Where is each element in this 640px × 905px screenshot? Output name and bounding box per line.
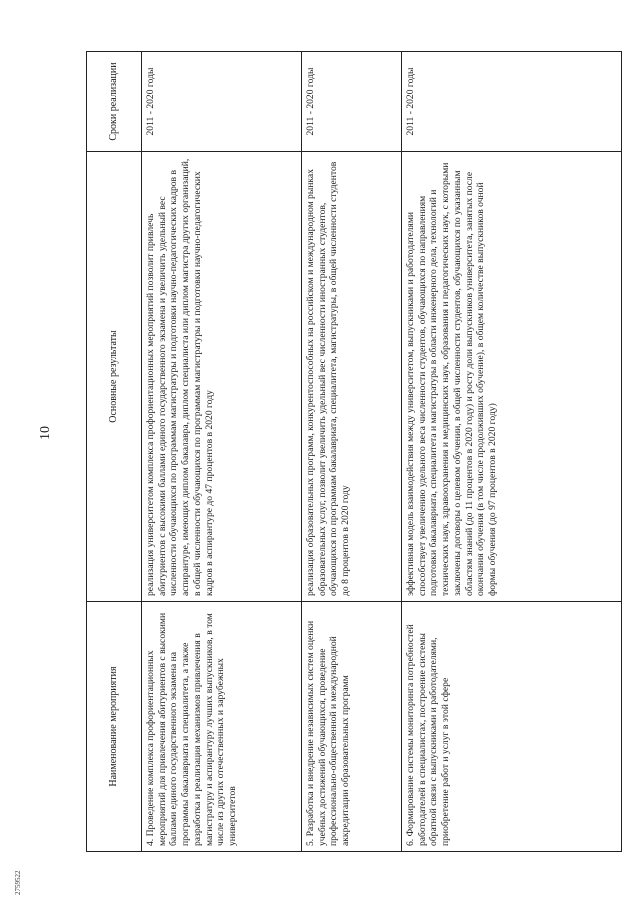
page-number: 10 [38, 426, 53, 440]
table-row [402, 52, 622, 852]
row-results-cell: реализация университетом комплекса профориентационных мероприятий позволит привлечь абитуриентов с высокими баллами единого государственного экзамена и увеличить удельный вес численности обучающихся по программам магистратуры и подготовки научно-педагогических кадров в аспирантуре, имеющих диплом бакалавра, диплом специалиста или диплом магистра других организаций, в общей численности обучающихся по программам магистратуры и подготовки научно-педагогических кадров в аспирантуре до 47 процентов в 2020 году [142, 152, 302, 602]
table-row [302, 52, 402, 852]
header-period: Сроки реализации [87, 52, 142, 152]
row-results-cell: реализация образовательных программ, конкурентоспособных на российском и международном рынках образовательных услуг, позволит увеличить удельный вес численности иностранных студентов, обучающихся по программам бакалавриата, специалитета, магистратуры, в общей численности студентов до 8 процентов в 2020 году [302, 152, 402, 602]
rotated-table-container [86, 52, 622, 852]
row-period-cell: 2011 - 2020 годы [302, 52, 402, 152]
measures-table [86, 51, 622, 852]
row-period-cell: 2011 - 2020 годы [142, 52, 302, 152]
document-code: 2759522 [14, 870, 22, 895]
header-name: Наименование мероприятия [87, 602, 142, 852]
row-results-cell: эффективная модель взаимодействия между университетом, выпускниками и работодателями способствует увеличению удельного веса численности студентов, обучающихся по направлениям подготовки бакалавриата, специалитета и магистратуры в области инженерного дела, технологий и технических наук, здравоохранения и медицинских наук, образования и педагогических наук, с которыми заключены договоры о целевом обучении, в общей численности студентов, обучающихся по указанным областям знаний (до 11 процентов в 2020 году) и росту доли выпускников университета, занятых после окончания обучения (в том числе продолживших обучение), в общем количестве выпускников очной формы обучения (до 97 процентов в 2020 году) [402, 152, 622, 602]
table-row [142, 52, 302, 852]
row-name-cell: 6. Формирование системы мониторинга потребностей работодателей в специалистах, построение системы обратной связи с выпускниками и работодателями, приобретение работ и услуг в этой сфере [402, 602, 622, 852]
table-header-row [87, 52, 142, 852]
row-name-cell: 4. Проведение комплекса профориентационных мероприятий для привлечения абитуриентов с высокими баллами единого государственного экзамена на программы бакалавриата и специалитета, а также разработка и реализация механизмов привлечения в магистратуру и аспирантуру лучших выпускников, в том числе из других отечественных и зарубежных университетов [142, 602, 302, 852]
header-results: Основные результаты [87, 152, 142, 602]
row-name-cell: 5. Разработка и внедрение независимых систем оценки учебных достижений обучающихся, проведение профессионально-общественной и международной аккредитации образовательных программ [302, 602, 402, 852]
row-period-cell: 2011 - 2020 годы [402, 52, 622, 152]
